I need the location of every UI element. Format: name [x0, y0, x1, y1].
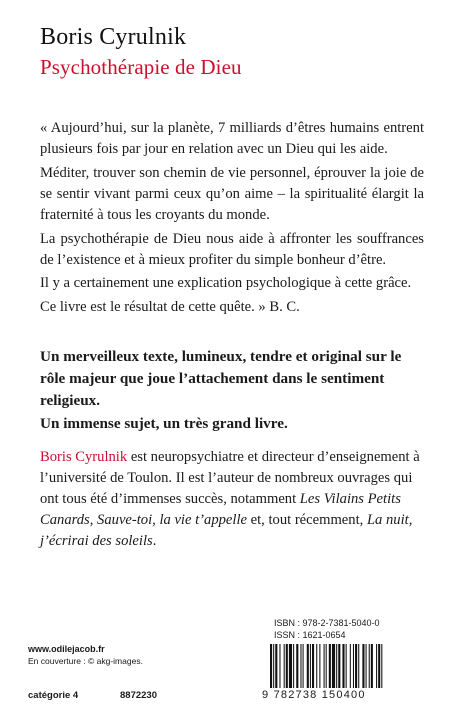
price-category: catégorie 4	[28, 690, 79, 701]
barcode-bar	[376, 644, 377, 688]
bio-work-title: La nuit, j’écrirai des soleils	[40, 512, 413, 549]
bio-work-title: Les Vilains Petits Canards	[40, 491, 401, 528]
barcode-bar	[358, 644, 359, 688]
barcode-bar	[338, 644, 340, 688]
bio-text: est neuropsychiatre et directeur d’enseignement à l’université de Toulon. Il est l’auteur de nombreux ouvrages qui ont tous été d’immenses succès, notamment	[40, 449, 420, 507]
barcode-bar	[355, 644, 357, 688]
barcode-bar	[275, 644, 277, 688]
bio-author-name: Boris Cyrulnik	[40, 449, 128, 465]
book-title: Psychothérapie de Dieu	[40, 55, 242, 79]
bio-text: et, tout récemment,	[246, 512, 367, 528]
barcode-bar	[279, 644, 280, 688]
barcode-bar	[284, 644, 285, 688]
barcode-bar	[350, 644, 351, 688]
product-code: 8872230	[120, 690, 157, 701]
blurb-paragraph-1: Un merveilleux texte, lumineux, tendre et original sur le rôle majeur que joue l’attachement dans le sentiment religieux.	[40, 348, 402, 409]
quote-paragraph-3: La psychothérapie de Dieu nous aide à affronter les souffrances de l’existence et à mieux profiter du simple bonheur d’être.	[40, 231, 424, 268]
quote-paragraph-4: Il y a certainement une explication psychologique à cette grâce.	[40, 275, 412, 291]
quote-paragraph-5: Ce livre est le résultat de cette quête. » B. C.	[40, 299, 300, 315]
barcode-bar	[316, 644, 317, 688]
barcode-bar	[381, 644, 382, 688]
bio-separator: ,	[89, 512, 98, 528]
quote-paragraph-2: Méditer, trouver son chemin de vie personnel, éprouver la joie de se sentir vivant parmi ceux qu’on aime – la spiritualité élargit la fraternité à tous les croyants du monde.	[40, 165, 424, 223]
author-bio	[40, 447, 424, 552]
publisher-website: www.odilejacob.fr	[28, 644, 105, 654]
bio-text: .	[152, 533, 157, 549]
barcode-bar	[326, 644, 327, 688]
quote-paragraph-1: « Aujourd’hui, sur la planète, 7 milliards d’êtres humains entrent plusieurs fois par jour en relation avec un Dieu qui les aide.	[40, 120, 424, 157]
bio-work-title: Sauve-toi, la vie t’appelle	[97, 512, 247, 528]
barcode-bar	[319, 644, 320, 688]
cover-credit: En couverture : © akg-images.	[28, 656, 143, 666]
barcode-bar	[324, 644, 325, 688]
barcode-bar	[366, 644, 367, 688]
isbn-label: ISBN : 978-2-7381-5040-0	[274, 618, 380, 628]
barcode-bar	[293, 644, 294, 688]
barcode-bar	[307, 644, 309, 688]
barcode-bar	[332, 644, 335, 688]
barcode-bar	[286, 644, 288, 688]
barcode-bar	[303, 644, 304, 688]
issn-label: ISSN : 1621-0654	[274, 630, 346, 640]
barcode-bar	[371, 644, 373, 688]
barcode-bar	[362, 644, 364, 688]
barcode-bar	[296, 644, 298, 688]
barcode-bar	[270, 644, 272, 688]
barcode-bar	[353, 644, 354, 688]
barcode-bar	[342, 644, 344, 688]
barcode-bar	[310, 644, 311, 688]
barcode-number: 9 782738 150400	[262, 689, 366, 701]
barcode-bar	[378, 644, 380, 688]
barcode-bar	[300, 644, 301, 688]
barcode-bar	[289, 644, 292, 688]
barcode-bar	[312, 644, 314, 688]
barcode-bar	[329, 644, 331, 688]
barcode-image	[268, 644, 430, 688]
barcode-bar	[346, 644, 347, 688]
barcode-bar	[369, 644, 370, 688]
barcode-bar	[336, 644, 337, 688]
barcode-bar	[273, 644, 274, 688]
blurb-paragraph-2: Un immense sujet, un très grand livre.	[40, 415, 288, 432]
author-name: Boris Cyrulnik	[40, 24, 187, 50]
